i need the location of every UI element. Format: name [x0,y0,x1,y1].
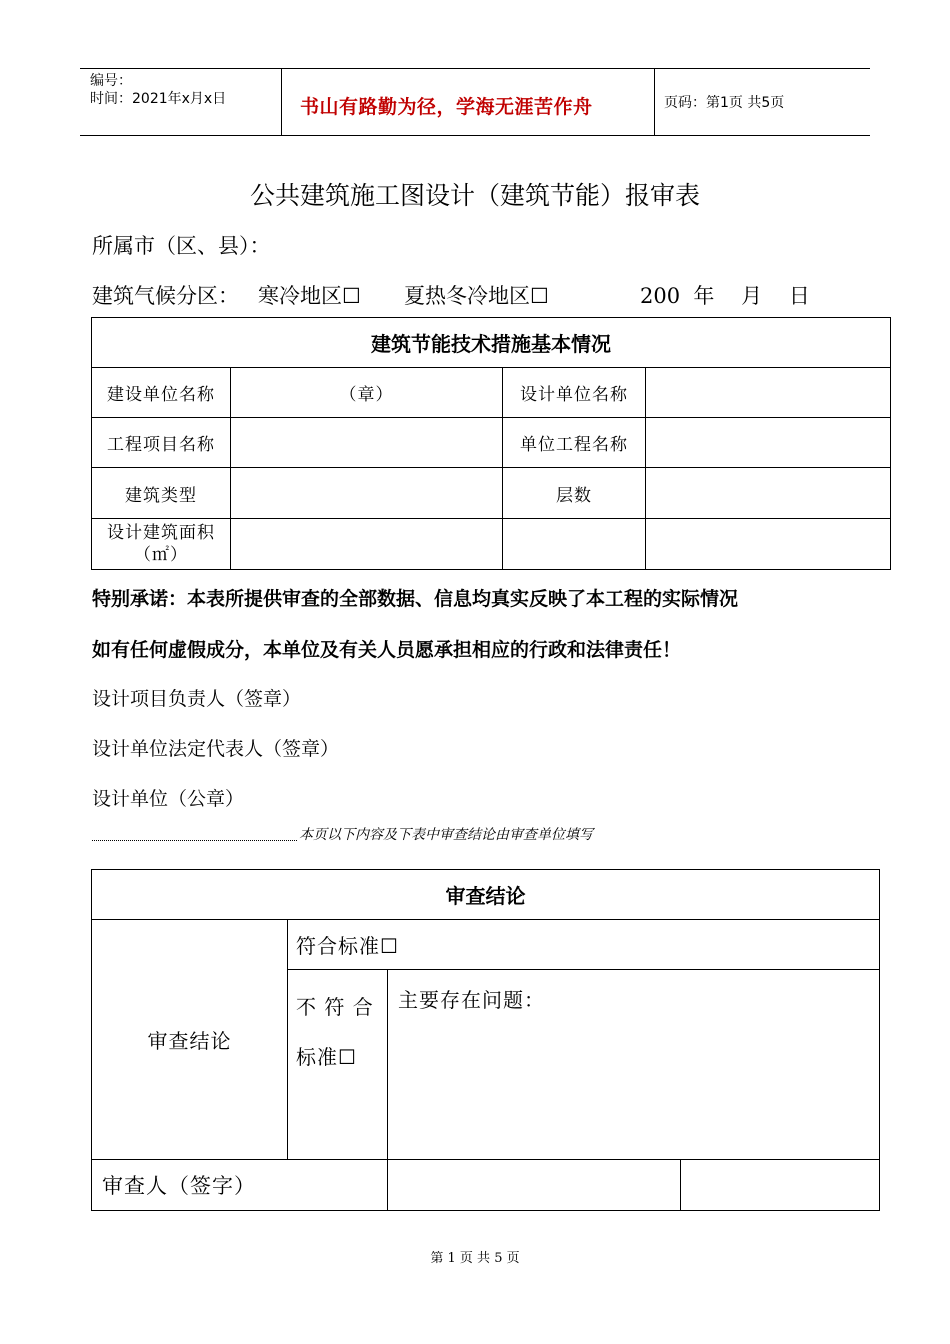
header-divider-left [281,68,282,136]
unit-project-name-value [646,418,891,468]
review-table [91,869,880,1211]
project-leader-signature: 设计项目负责人（签章） [92,688,302,710]
design-unit-label: 设计单位名称 [503,368,646,418]
building-type-label: 建筑类型 [92,468,231,519]
basic-info-table-title: 建筑节能技术措施基本情况 [92,318,891,368]
review-note: 本页以下内容及下表中审查结论由审查单位填写 [299,827,593,843]
table-row [92,468,891,519]
compliant-option: 符合标准☐ [288,920,880,970]
noncompliant-line-1: 不 符 合 [296,995,374,1019]
header-page-info: 页码：第1页 共5页 [664,95,785,111]
table-row [92,368,891,418]
floors-value [646,468,891,519]
header-motto: 书山有路勤为径，学海无涯苦作舟 [300,96,593,118]
empty-cell [503,519,646,570]
table-row [92,418,891,468]
legal-representative-signature: 设计单位法定代表人（签章） [92,738,340,760]
header-bottom-rule [80,135,870,136]
climate-option-hot-summer-cold-winter: 夏热冬冷地区☐ [404,284,549,308]
reviewer-label: 审查人（签字） [92,1160,388,1211]
reviewer-signature-field [388,1160,681,1211]
project-name-value [231,418,503,468]
submission-date: 200 年 月 日 [640,284,810,308]
header-top-rule [80,68,870,69]
noncompliant-option [288,970,388,1160]
climate-label: 建筑气候分区： [92,284,239,308]
header-time-label: 时间：2021年x月x日 [90,91,227,107]
design-unit-seal: 设计单位（公章） [92,788,245,810]
design-area-label: 设计建筑面积（㎡） [92,519,231,570]
noncompliant-line-2: 标准☐ [296,1045,357,1069]
promise-line-2: 如有任何虚假成分，本单位及有关人员愿承担相应的行政和法律责任！ [92,639,682,661]
design-area-value [231,519,503,570]
main-issues-label: 主要存在问题： [398,988,545,1012]
region-label: 所属市（区、县）： [92,234,271,258]
floors-label: 层数 [503,468,646,519]
design-unit-value [646,368,891,418]
page-title: 公共建筑施工图设计（建筑节能）报审表 [249,181,700,210]
empty-cell [646,519,891,570]
construction-unit-value: （章） [231,368,503,418]
header-divider-right [654,68,655,136]
unit-project-name-label: 单位工程名称 [503,418,646,468]
review-conclusion-label: 审查结论 [92,920,288,1160]
basic-info-table [91,317,891,570]
climate-option-cold: 寒冷地区☐ [258,284,361,308]
main-issues-field [388,970,880,1160]
header-number-label: 编号： [90,73,132,89]
page-footer: 第 1 页 共 5 页 [430,1251,520,1266]
empty-cell [681,1160,880,1211]
project-name-label: 工程项目名称 [92,418,231,468]
building-type-value [231,468,503,519]
construction-unit-label: 建设单位名称 [92,368,231,418]
table-row [92,519,891,570]
fill-line [92,840,297,841]
review-table-title: 审查结论 [92,870,880,920]
promise-line-1: 特别承诺：本表所提供审查的全部数据、信息均真实反映了本工程的实际情况 [92,588,739,610]
